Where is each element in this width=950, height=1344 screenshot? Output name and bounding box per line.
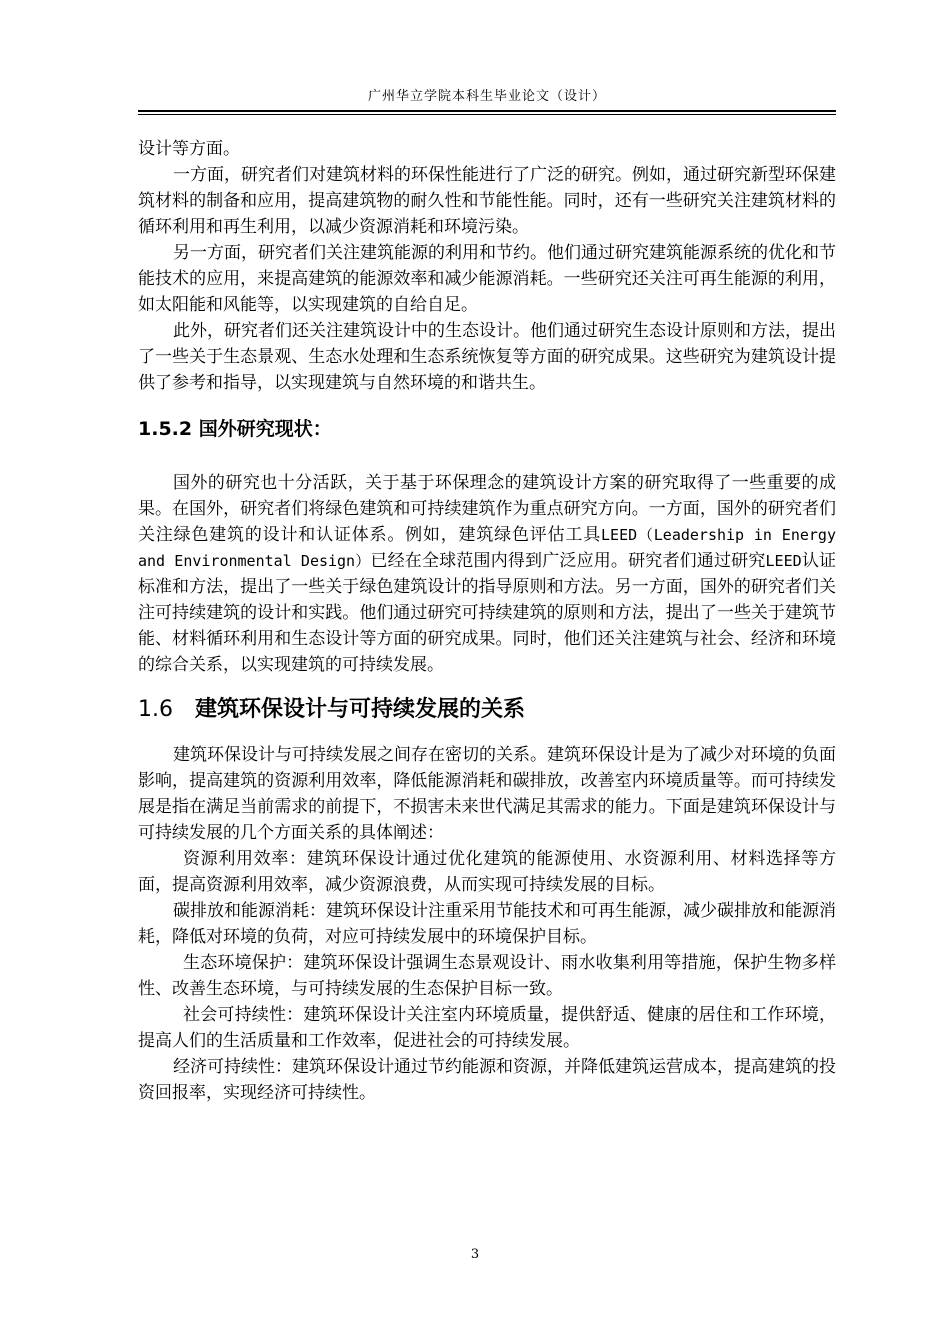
paragraph-resource-efficiency: 资源利用效率：建筑环保设计通过优化建筑的能源使用、水资源利用、材料选择等方面，提高资源利用效率，减少资源浪费，从而实现可持续发展的目标。 [138, 849, 836, 895]
header-rule-thin [138, 114, 836, 115]
paragraph-ecology: 此外，研究者们还关注建筑设计中的生态设计。他们通过研究生态设计原则和方法，提出了一些关于生态景观、生态水处理和生态系统恢复等方面的研究成果。这些研究为建筑设计提供了参考和指导，以实现建筑与自然环境的和谐共生。 [138, 321, 836, 393]
foreign-text-a: 国外的研究也十分活跃，关于基于环保理念的建筑设计方案的研究取得了一些重要的成果。在国外，研究者们将绿色建筑和可持续建筑作为重点研究方向。一方面，国外的研究者们关注绿色建筑的设计和认证体系。例如，建筑绿色评估工具 [138, 473, 836, 545]
section-heading-1-5-2: 1.5.2 国外研究现状： [138, 418, 332, 440]
header-rule-thick [138, 110, 836, 112]
paragraph-ecological-protection: 生态环境保护：建筑环保设计强调生态景观设计、雨水收集利用等措施，保护生物多样性、改善生态环境，与可持续发展的生态保护目标一致。 [138, 953, 836, 999]
paragraph-economic-sustainability: 经济可持续性：建筑环保设计通过节约能源和资源，并降低建筑运营成本，提高建筑的投资回报率，实现经济可持续性。 [138, 1057, 836, 1103]
paragraph-relationship: 建筑环保设计与可持续发展之间存在密切的关系。建筑环保设计是为了减少对环境的负面影响，提高建筑的资源利用效率，降低能源消耗和碳排放，改善室内环境质量等。而可持续发展是指在满足当前需求的前提下，不损害未来世代满足其需求的能力。下面是建筑环保设计与可持续发展的几个方面关系的具体阐述： [138, 745, 836, 843]
section-title: 建筑环保设计与可持续发展的关系 [195, 697, 526, 722]
section-number: 1.6 [138, 697, 173, 722]
leed-full-name: LEED（Leadership in Energy and Environmental Design） [138, 526, 836, 570]
section-heading-1-6 [138, 692, 836, 728]
paragraph-energy: 另一方面，研究者们关注建筑能源的利用和节约。他们通过研究建筑能源系统的优化和节能技术的应用，来提高建筑的能源效率和减少能源消耗。一些研究还关注可再生能源的利用，如太阳能和风能等，以实现建筑的自给自足。 [138, 243, 836, 315]
page-content [138, 136, 836, 1106]
paragraph-carbon-energy: 碳排放和能源消耗：建筑环保设计注重采用节能技术和可再生能源，减少碳排放和能源消耗，降低对环境的负荷，对应可持续发展中的环境保护目标。 [138, 901, 836, 947]
paragraph-foreign-research [138, 470, 836, 678]
paragraph-materials: 一方面，研究者们对建筑材料的环保性能进行了广泛的研究。例如，通过研究新型环保建筑材料的制备和应用，提高建筑物的耐久性和节能性能。同时，还有一些研究关注建筑材料的循环利用和再生利用，以减少资源消耗和环境污染。 [138, 165, 836, 237]
foreign-text-b: 已经在全球范围内得到广泛应用。研究者们通过研究 [370, 551, 766, 571]
paragraph-social-sustainability: 社会可持续性：建筑环保设计关注室内环境质量，提供舒适、健康的居住和工作环境，提高人们的生活质量和工作效率，促进社会的可持续发展。 [138, 1005, 836, 1051]
page-header: 广州华立学院本科生毕业论文（设计） [367, 89, 606, 104]
paragraph-continuation: 设计等方面。 [138, 139, 240, 159]
page-number: 3 [470, 1247, 480, 1262]
foreign-text-c: 认证标准和方法，提出了一些关于绿色建筑设计的指导原则和方法。另一方面，国外的研究者们关注可持续建筑的设计和实践。他们通过研究可持续建筑的原则和方法，提出了一些关于建筑节能、材料循环利用和生态设计等方面的研究成果。同时，他们还关注建筑与社会、经济和环境的综合关系，以实现建筑的可持续发展。 [138, 551, 837, 675]
leed-abbr: LEED [765, 552, 802, 570]
